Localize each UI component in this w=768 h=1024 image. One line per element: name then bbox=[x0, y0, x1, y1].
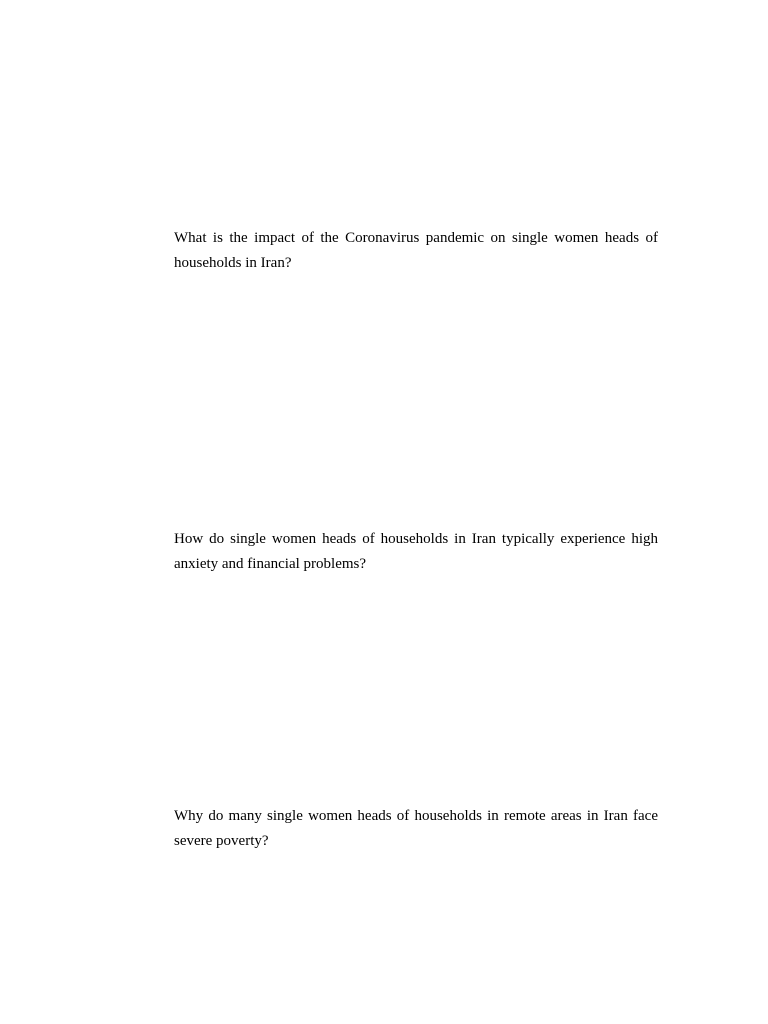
question-2: How do single women heads of households in Iran typically experience high anxiety and financial problems? bbox=[174, 531, 658, 572]
question-3: Why do many single women heads of households in remote areas in Iran face severe poverty? bbox=[174, 808, 658, 849]
question-1: What is the impact of the Coronavirus pandemic on single women heads of households in Iran? bbox=[174, 230, 658, 271]
